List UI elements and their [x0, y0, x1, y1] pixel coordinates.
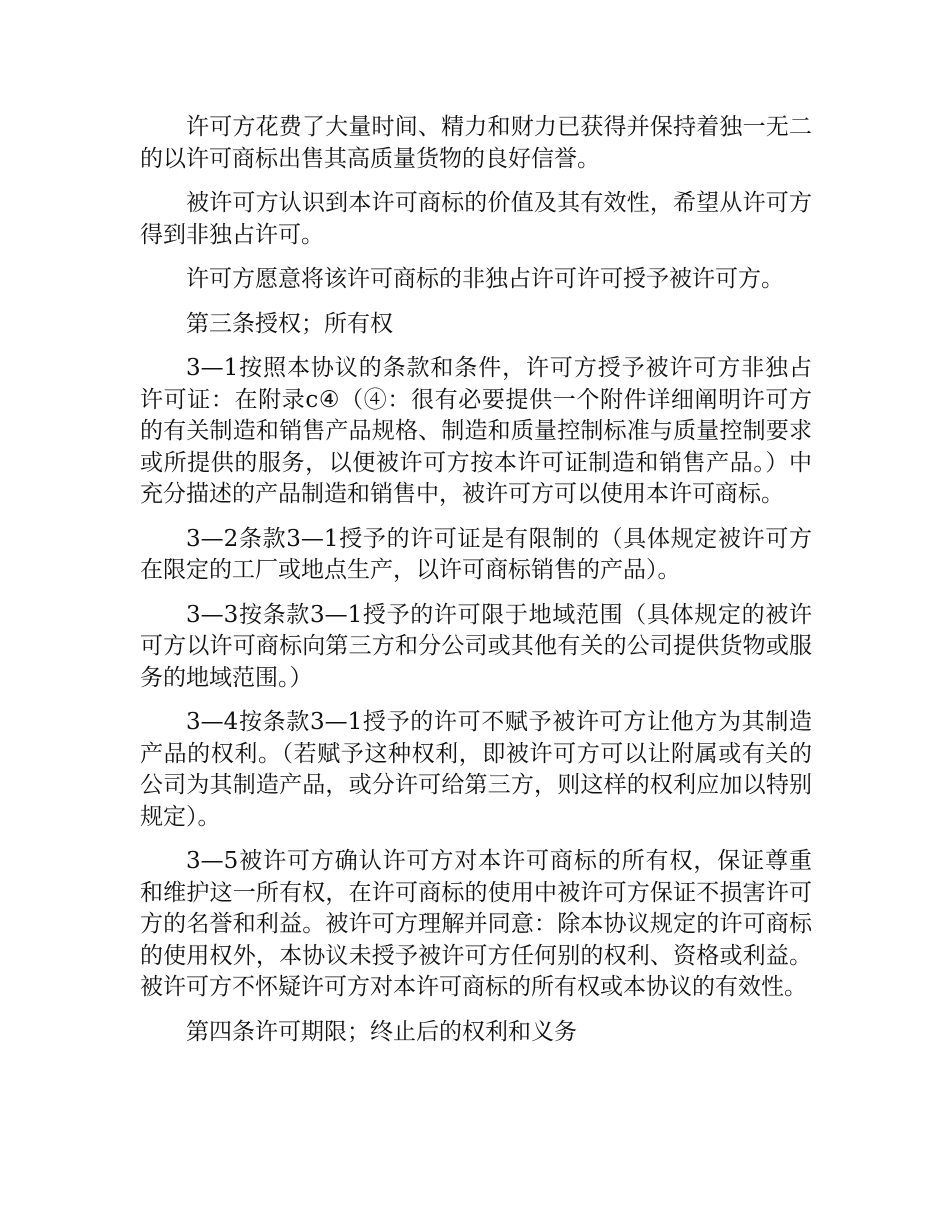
clause-3-5: 3—5被许可方确认许可方对本许可商标的所有权，保证尊重和维护这一所有权，在许可商标的使用中被许可方保证不损害许可方的名誉和利益。被许可方理解并同意：除本协议规定的许可商标的使用权外，本协议未授予被许可方任何别的权利、资格或利益。被许可方不怀疑许可方对本许可商标的所有权或本协议的有效性。: [140, 848, 812, 1000]
section-heading-article-3: 第三条授权；所有权: [186, 310, 393, 337]
document-body: [140, 112, 812, 1061]
clause-3-1: 3—1按照本协议的条款和条件，许可方授予被许可方非独占许可证：在附录c④（④：很有必要提供一个附件详细阐明许可方的有关制造和销售产品规格、制造和质量控制标准与质量控制要求或所提供的服务，以便被许可方按本许可证制造和销售产品。）中充分描述的产品制造和销售中，被许可方可以使用本许可商标。: [140, 355, 812, 507]
paragraph-licensor-willing: 许可方愿意将该许可商标的非独占许可许可授予被许可方。: [186, 266, 784, 292]
paragraph-licensee-recognition: 被许可方认识到本许可商标的价值及其有效性，希望从许可方得到非独占许可。: [140, 190, 812, 248]
clause-3-2: 3—2条款3—1授予的许可证是有限制的（具体规定被许可方在限定的工厂或地点生产，以许可商标销售的产品）。: [140, 525, 812, 583]
paragraph-reputation: 许可方花费了大量时间、精力和财力已获得并保持着独一无二的以许可商标出售其高质量货物的良好信誉。: [140, 114, 812, 172]
section-heading-article-4: 第四条许可期限；终止后的权利和义务: [186, 1018, 577, 1045]
clause-3-4: 3—4按条款3—1授予的许可不赋予被许可方让他方为其制造产品的权利。（若赋予这种权利，即被许可方可以让附属或有关的公司为其制造产品，或分许可给第三方，则这样的权利应加以特别规定）。: [140, 709, 812, 830]
clause-3-3: 3—3按条款3—1授予的许可限于地域范围（具体规定的被许可方以许可商标向第三方和分公司或其他有关的公司提供货物或服务的地域范围。）: [140, 601, 812, 691]
